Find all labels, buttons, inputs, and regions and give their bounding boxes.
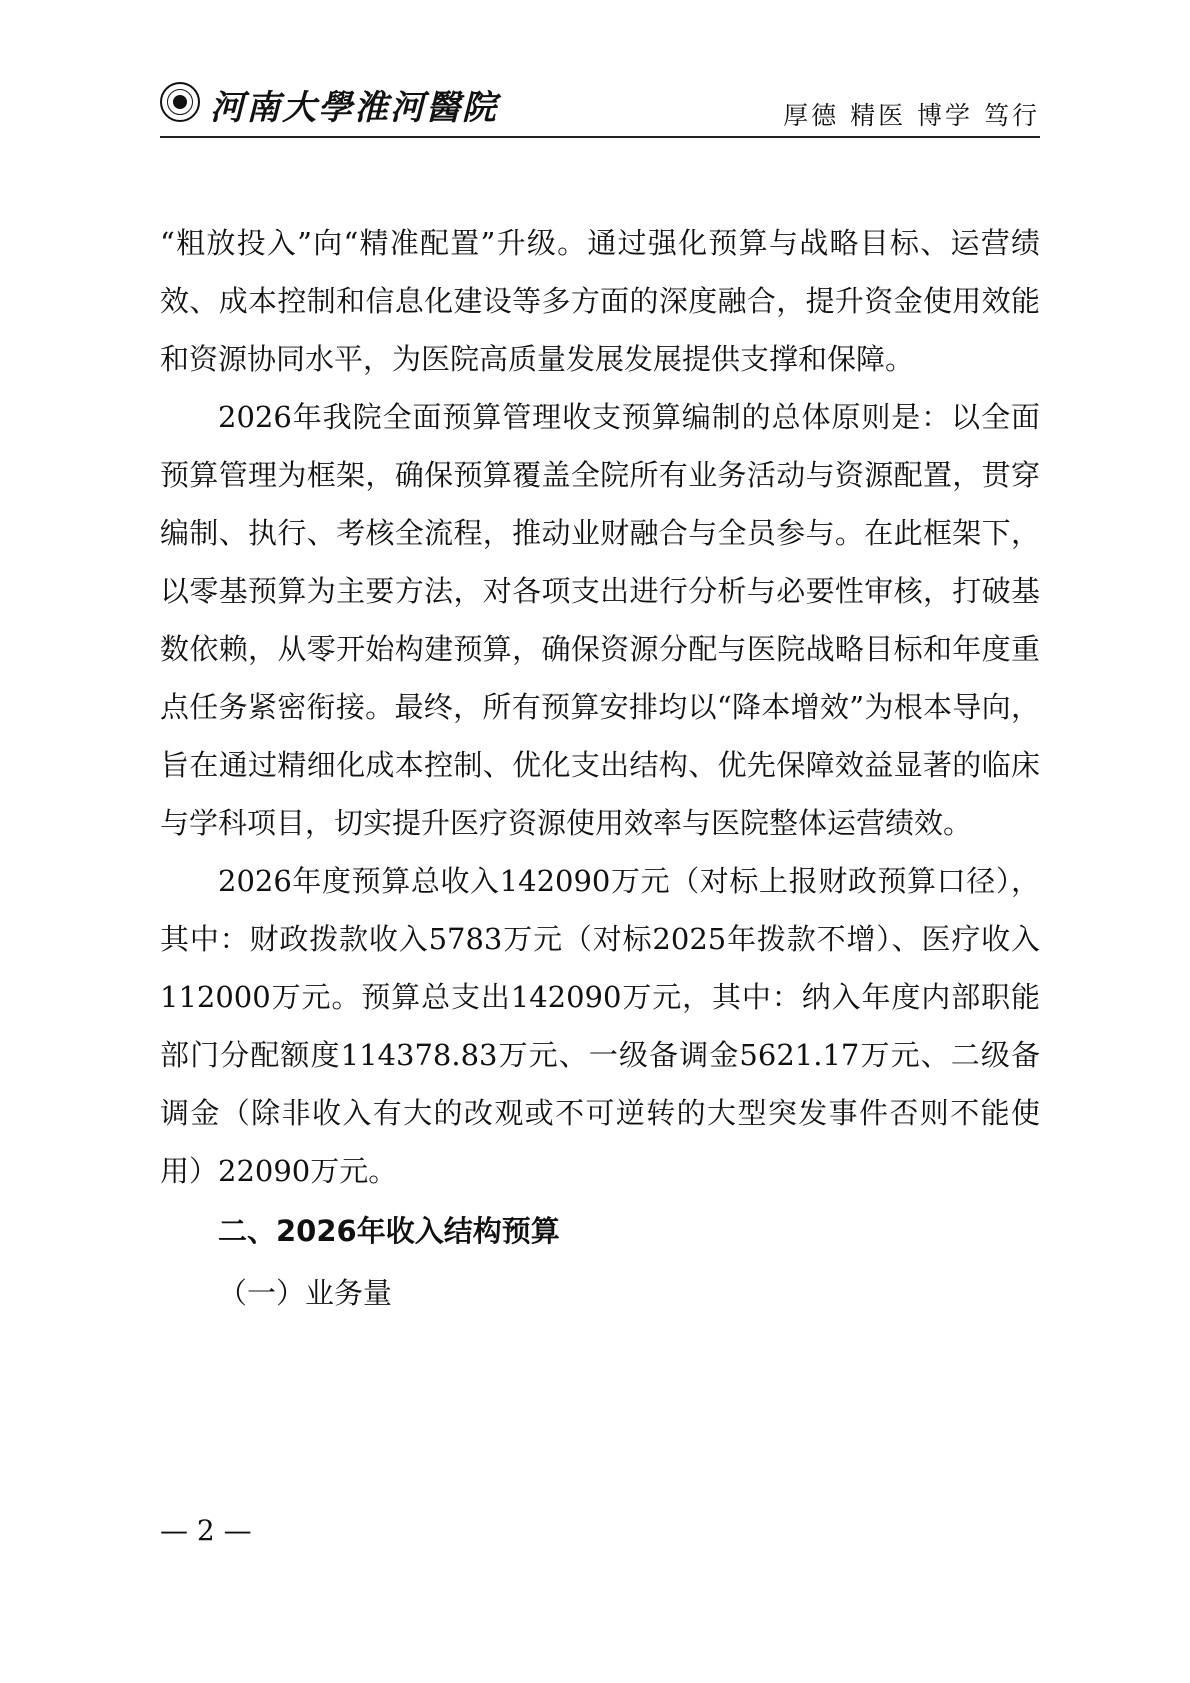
page-number: — 2 — bbox=[160, 1514, 252, 1547]
section-heading: 二、2026年收入结构预算 bbox=[218, 1214, 560, 1248]
paragraph-3: 2026年度预算总收入142090万元（对标上报财政预算口径），其中：财政拨款收入5783万元（对标2025年拨款不增）、医疗收入112000万元。预算总支出142090万元，其中：纳入年度内部职能部门分配额度114378.83万元、一级备调金5621.17万元、二级备调金（除非收入有大的改观或不可逆转的大型突发事件否则不能使用）22090万元。 bbox=[160, 864, 1040, 1188]
subsection-heading: （一）业务量 bbox=[218, 1276, 393, 1310]
hospital-motto: 厚德 精医 博学 笃行 bbox=[783, 101, 1040, 130]
document-body bbox=[160, 214, 1040, 1324]
paragraph-2: 2026年我院全面预算管理收支预算编制的总体原则是：以全面预算管理为框架，确保预算覆盖全院所有业务活动与资源配置，贯穿编制、执行、考核全流程，推动业财融合与全员参与。在此框架下，以零基预算为主要方法，对各项支出进行分析与必要性审核，打破基数依赖，从零开始构建预算，确保资源分配与医院战略目标和年度重点任务紧密衔接。最终，所有预算安排均以“降本增效”为根本导向，旨在通过精细化成本控制、优化支出结构、优先保障效益显著的临床与学科项目，切实提升医疗资源使用效率与医院整体运营绩效。 bbox=[160, 400, 1040, 840]
paragraph-1: “粗放投入”向“精准配置”升级。通过强化预算与战略目标、运营绩效、成本控制和信息化建设等多方面的深度融合，提升资金使用效能和资源协同水平，为医院高质量发展发展提供支撑和保障。 bbox=[160, 226, 1040, 376]
hospital-logo-text: 河南大學淮河醫院 bbox=[210, 88, 498, 128]
page-header bbox=[160, 76, 1040, 138]
header-divider bbox=[160, 136, 1040, 138]
hospital-emblem-icon bbox=[160, 82, 200, 122]
